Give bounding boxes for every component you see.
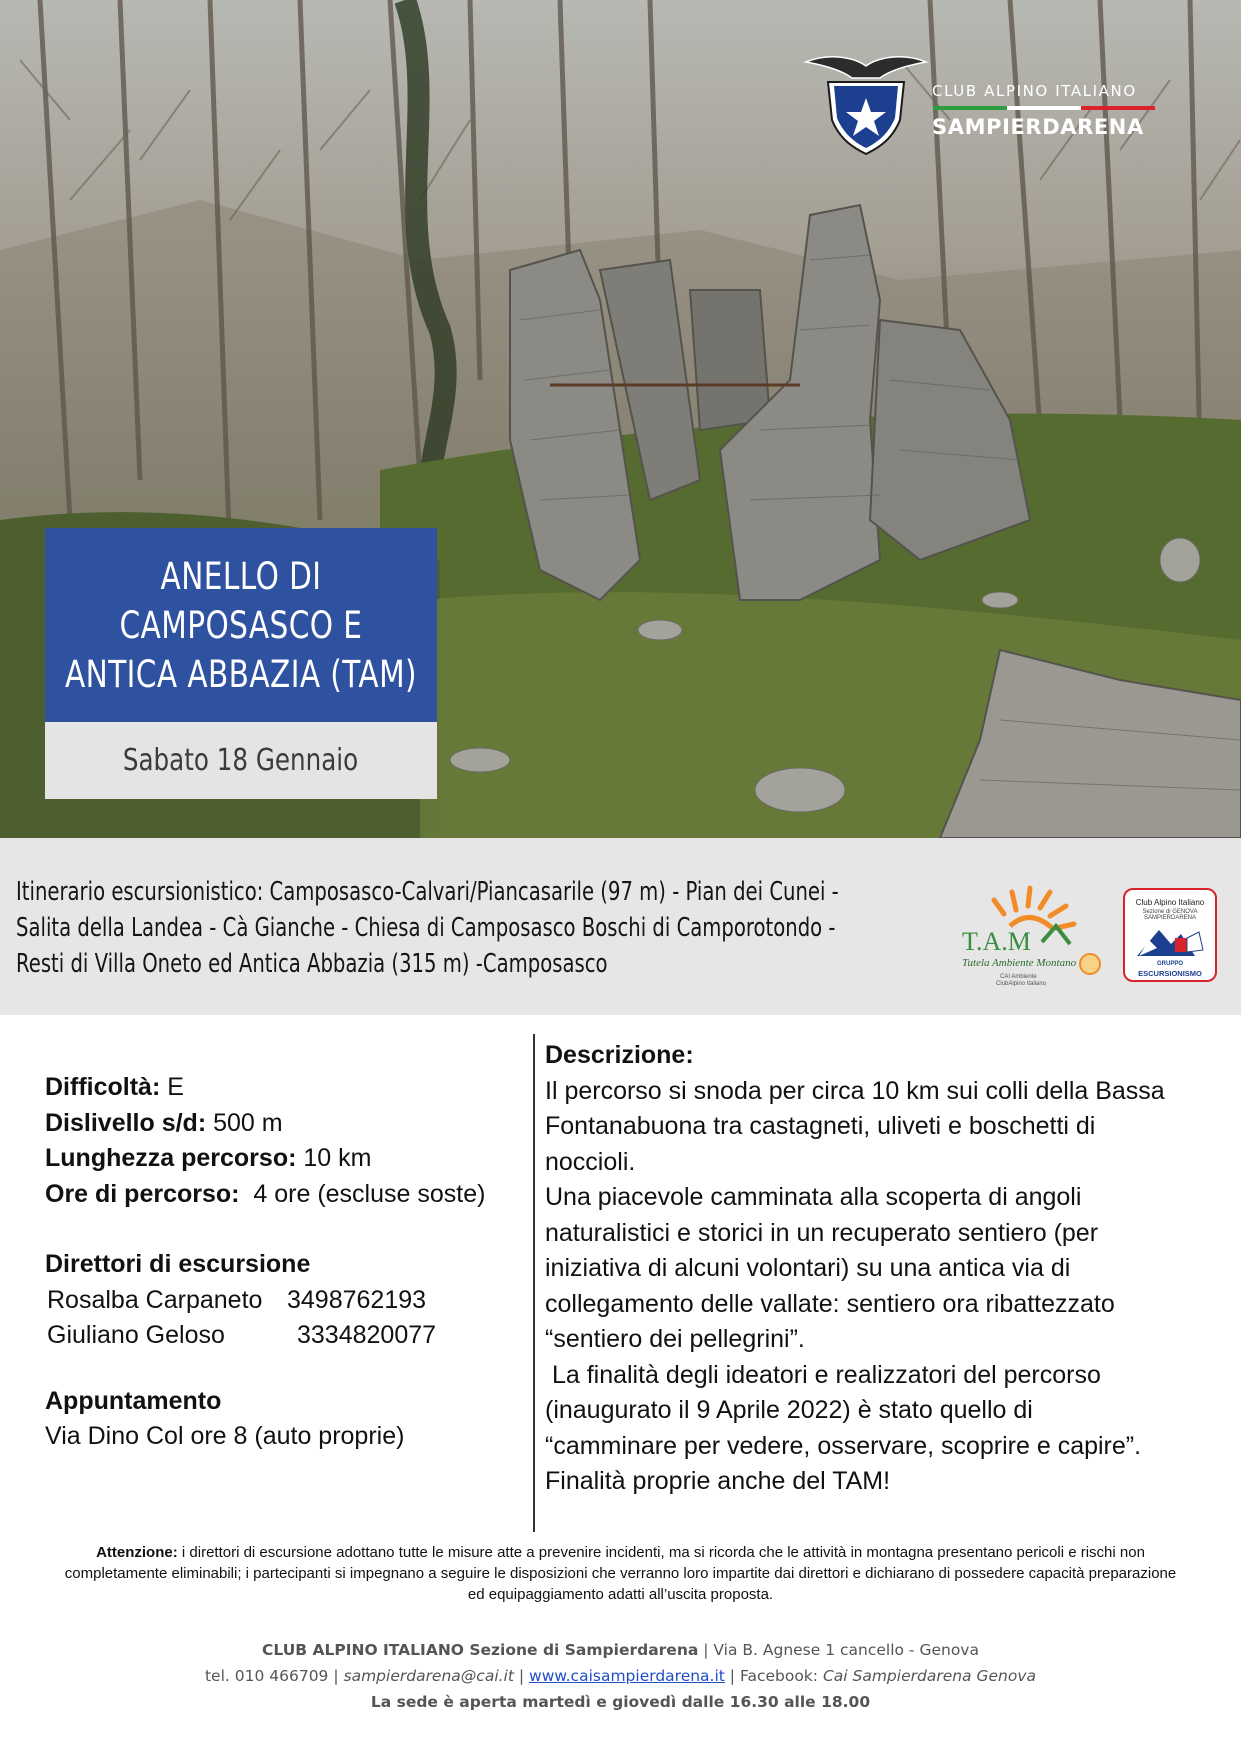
meeting-value: Via Dino Col ore 8 (auto proprie) — [45, 1422, 405, 1450]
tam-logo-foot2: ClubAlpino Italiano — [996, 981, 1047, 986]
facebook-label: | Facebook: — [724, 1667, 823, 1685]
contact-line — [0, 1663, 1241, 1689]
itinerary-band — [0, 838, 1241, 1015]
cai-sampierdarena-logo — [800, 48, 1160, 158]
column-divider — [533, 1034, 535, 1532]
itinerary-line-1: Itinerario escursionistico: Camposasco-Calvari/Piancasarile (97 m) - Pian dei Cunei - — [16, 877, 839, 907]
description-line: iniziativa di alcuni volontari) su una antica via di — [545, 1254, 1071, 1282]
website-link[interactable]: www.caisampierdarena.it — [529, 1667, 725, 1685]
description-line: “camminare per vedere, osservare, scoprire e capire”. — [545, 1431, 1142, 1460]
title-line-2: CAMPOSASCO E — [119, 603, 363, 647]
hours-value: 4 ore (escluse soste) — [239, 1179, 486, 1208]
safety-notice — [60, 1542, 1181, 1605]
details-column — [45, 1070, 515, 1455]
length-value: 10 km — [296, 1144, 372, 1172]
email-link[interactable]: sampierdarena@cai.it — [343, 1667, 514, 1685]
hours-row — [45, 1177, 515, 1213]
meeting-heading: Appuntamento — [45, 1386, 222, 1415]
director-phone: 3334820077 — [297, 1321, 437, 1349]
description-line: La finalità degli ideatori e realizzatori del percorso — [545, 1360, 1101, 1389]
director-name: Giuliano Geloso — [47, 1321, 225, 1349]
event-date-box — [45, 722, 437, 799]
phone-text: tel. 010 466709 | — [204, 1667, 344, 1685]
itinerary-line-3: Resti di Villa Oneto ed Antica Abbazia (315 m) -Camposasco — [16, 949, 608, 979]
tam-logo-main-text: T.A.M — [962, 927, 1031, 956]
tam-logo — [960, 882, 1110, 986]
description-heading: Descrizione: — [545, 1041, 694, 1069]
elevation-value: 500 m — [206, 1108, 283, 1137]
gruppo-escursionismo-logo — [1123, 888, 1217, 982]
directors-heading: Direttori di escursione — [45, 1250, 311, 1278]
safety-notice-text: i direttori di escursione adottano tutte le misure atte a prevenire incidenti, ma si ricorda che le attività in montagna presentano pericoli e rischi non completamente eliminabili; i partecipanti si impegnano a seguire le disposizioni che verranno loro impartite dai direttori e dichiarano di possedere capacità preparazione ed equipaggiamento adatti all’uscita proposta. — [64, 1544, 1177, 1603]
event-title — [65, 552, 417, 699]
safety-notice-label: Attenzione: — [96, 1544, 178, 1561]
hours-label: Ore di percorso: — [45, 1179, 240, 1208]
opening-hours: La sede è aperta martedì e giovedì dalle 16.30 alle 18.00 — [370, 1693, 871, 1711]
event-date: Sabato 18 Gennaio — [123, 743, 359, 778]
description-line: collegamento delle vallate: sentiero ora ribattezzato — [545, 1289, 1115, 1318]
italian-flag-stripe — [933, 106, 1155, 110]
description-line: Finalità proprie anche del TAM! — [545, 1467, 891, 1495]
title-line-1: ANELLO DI — [160, 554, 322, 598]
group-logo-line1: Club Alpino Italiano — [1135, 898, 1205, 907]
director-row — [45, 1283, 515, 1319]
tam-logo-foot1: CAI Ambiente — [1000, 974, 1037, 980]
elevation-row — [45, 1106, 515, 1142]
mountain-flag-icon — [1135, 920, 1209, 960]
event-title-box — [45, 528, 437, 722]
description-line: naturalistici e storici in un recuperato sentiero (per — [545, 1218, 1099, 1247]
length-label: Lunghezza percorso: — [45, 1144, 297, 1172]
director-phone: 3498762193 — [287, 1285, 427, 1314]
club-name-line1: CLUB ALPINO ITALIANO — [932, 82, 1137, 100]
separator: | — [513, 1667, 530, 1685]
group-logo-line4: ESCURSIONISMO — [1138, 969, 1202, 978]
description-column — [545, 1038, 1225, 1500]
cai-eagle-emblem-icon — [800, 48, 932, 158]
difficulty-row — [45, 1070, 515, 1106]
description-line: Il percorso si snoda per circa 10 km sui colli della Bassa — [545, 1076, 1165, 1105]
facebook-page[interactable]: Cai Sampierdarena Genova — [822, 1667, 1037, 1685]
elevation-label: Dislivello s/d: — [45, 1108, 207, 1137]
length-row — [45, 1141, 515, 1177]
itinerary-text — [16, 874, 966, 982]
description-line: (inaugurato il 9 Aprile 2022) è stato quello di — [545, 1396, 1033, 1424]
club-name-line2: SAMPIERDARENA — [932, 115, 1144, 139]
description-line: Fontanabuona tra castagneti, uliveti e boschetti di — [545, 1112, 1096, 1140]
difficulty-value: E — [160, 1073, 184, 1101]
description-line: “sentiero dei pellegrini”. — [545, 1325, 805, 1353]
title-line-3: ANTICA ABBAZIA (TAM) — [65, 652, 417, 696]
group-logo-line3: GRUPPO — [1156, 961, 1183, 967]
description-line: noccioli. — [545, 1147, 636, 1176]
org-line — [0, 1637, 1241, 1663]
org-address: | Via B. Agnese 1 cancello - Genova — [698, 1641, 979, 1659]
group-logo-line2: Sezione di GENOVA SAMPIERDARENA — [1142, 909, 1198, 921]
director-row — [45, 1318, 515, 1354]
difficulty-label: Difficoltà: — [45, 1073, 161, 1101]
description-line: Una piacevole camminata alla scoperta di angoli — [545, 1183, 1082, 1211]
director-name: Rosalba Carpaneto — [47, 1285, 263, 1314]
org-name: CLUB ALPINO ITALIANO Sezione di Sampierdarena — [262, 1641, 699, 1659]
tam-logo-sub-text: Tutela Ambiente Montano — [962, 957, 1077, 969]
contacts-block — [0, 1637, 1241, 1715]
itinerary-line-2: Salita della Landea - Cà Gianche - Chiesa di Camposasco Boschi di Camporotondo - — [16, 913, 836, 943]
